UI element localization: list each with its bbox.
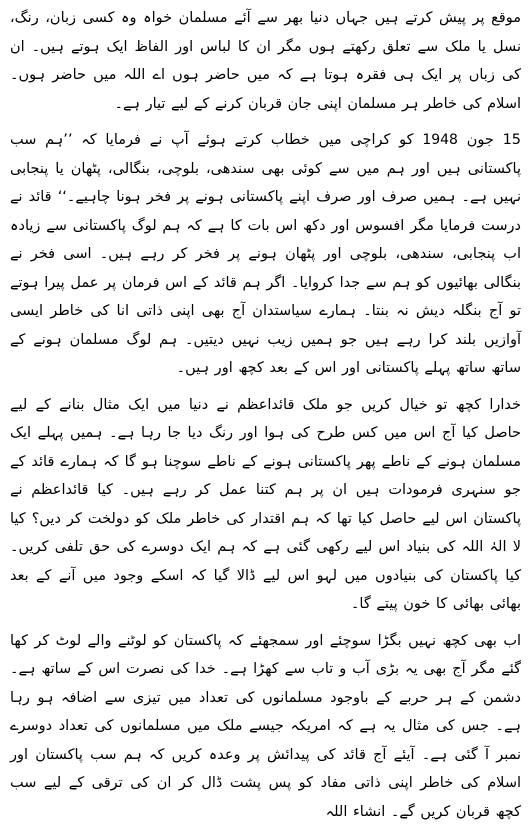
speech-date: 15 جون — [467, 132, 521, 148]
paragraph-reflection: خدارا کچھ تو خیال کریں جو ملک قائداعظم نے دنیا میں ایک مثال بنانے کے لیے حاصل کیا آج اس میں کس طرح کی ہوا اور رنگ دیا جا رہا ہے۔ ہمیں پہلے ایک مسلمان ہونے کے ناطے پھر پاکستانی ہونے کے ناطے سوچنا ہو گا کہ ہمارے قائد کے جو سنہری فرمودات ہیں ان پر ہم کتنا عمل کر رہے ہیں۔ کیا قائداعظم نے پاکستان اس لیے حاصل کیا تھا کہ ہم اقتدار کی خاطر ملک کو دولخت کر دیں؟ کیا لا الہٰ اللہ کی بنیاد اس لیے رکھی گئی ہے کہ ہم ایک دوسرے کی حق تلفی کریں۔ کیا پاکستان کی بنیادوں میں لہو اس لیے ڈالا گیا کہ اسکے وجود میں آنے کے بعد بھائی بھائی کا خون پیتے گا۔ — [10, 391, 521, 619]
paragraph-hope: اب بھی کچھ نہیں بگڑا سوچئے اور سمجھئے کہ پاکستان کو لوٹنے والے لوٹ کر کھا گئے مگر آج بھی یہ بڑی آب و تاب سے کھڑا ہے۔ خدا کی نصرت اس کے ساتھ ہے۔ دشمن کے ہر حربے کے باوجود مسلمانوں کی تعداد میں تیزی سے اضافہ ہو رہا ہے۔ جس کی مثال یہ ہے کہ امریکہ جیسے ملک میں مسلمانوں کی تعداد دوسرے نمبر آ گئی ہے۔ آیئے آج قائد کی پیدائش پر وعدہ کریں کہ ہم سب پاکستان اور اسلام کی خاطر اپنی ذاتی مفاد کو پس پشت ڈال کر ان کی ترقی کے لیے سب کچھ قربان کریں گے۔ انشاء اللہ — [10, 627, 521, 826]
speech-text: کو کراچی میں خطاب کرتے ہوئے آپ نے فرمایا کہ ’’ہم سب پاکستانی ہیں اور ہم میں سے کوئی بھی سندھی، بلوچی، بنگالی، پٹھان یا پنجابی نہیں ہے۔ ہمیں صرف اور صرف اپنے پاکستانی ہونے پر فخر ہونا چاہیے۔‘‘ قائد نے درست فرمایا مگر افسوس اور دکھ اس بات کا ہے کہ ہم لوگ پاکستانی سے زیادہ اب پنجابی، سندھی، بلوچی اور پٹھان ہونے پر فخر کر رہے ہیں۔ اسی فخر نے بنگالی بھائیوں کو ہم سے جدا کروایا۔ اگر ہم قائد کے اس فرمان پر عمل پیرا ہوتے تو آج بنگلہ دیش نہ بنتا۔ ہمارے سیاستدان آج بھی اپنی ذاتی انا کی خاطر ایسی آوازیں بلند کرا رہے ہیں جو ہمیں زیب نہیں دیتیں۔ ہم لوگ مسلمان ہونے کے ساتھ ساتھ پہلے پاکستانی اور اس کے بعد کچھ اور ہیں۔ — [10, 132, 521, 376]
paragraph-hajj: موقع پر پیش کرتے ہیں جہاں دنیا بھر سے آئے مسلمان خواہ وہ کسی زبان، رنگ، نسل یا ملک سے تعلق رکھتے ہوں مگر ان کا لباس اور الفاظ ایک ہوتے ہیں۔ ان کی زباں پر ایک ہی فقرہ ہوتا ہے کہ میں حاضر ہوں اے اللہ میں حاضر ہوں۔ اسلام کی خاطر ہر مسلمان اپنی جان قربان کرنے کے لیے تیار ہے۔ — [10, 4, 521, 118]
speech-year: 1948 — [422, 132, 458, 148]
paragraph-quaid-speech — [10, 126, 521, 383]
